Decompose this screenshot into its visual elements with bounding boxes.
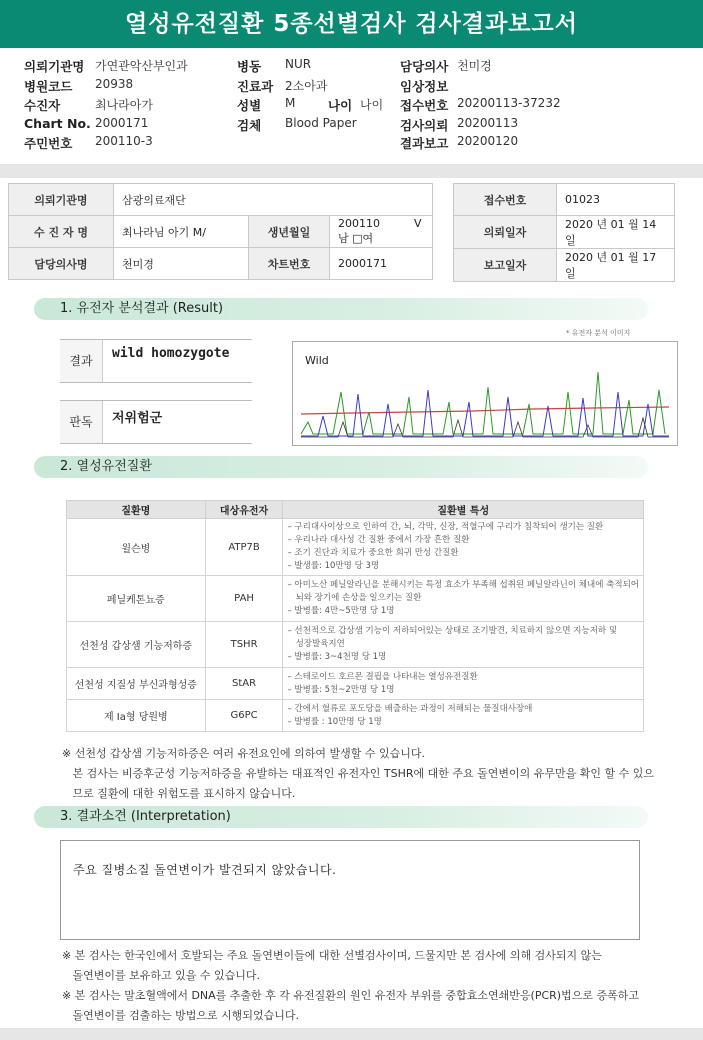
section-interpretation-heading: 3. 결과소견 (Interpretation) [34, 806, 648, 828]
disease-gene: ATP7B [205, 519, 283, 576]
cell-value: 2000171 [330, 248, 433, 280]
interpretation-box [60, 840, 640, 940]
column-header: 질환명 [67, 501, 206, 519]
header-label: 결과보고 [400, 136, 449, 151]
note-method [62, 946, 639, 1026]
disease-name: 제 Ia형 당원병 [67, 700, 206, 732]
cell-label: 담당의사명 [9, 248, 114, 280]
header-value: 가연관악산부인과 [95, 59, 188, 73]
disease-features [283, 576, 644, 622]
header-value: 최나라아가 [95, 98, 153, 112]
birth-value: 200110 [338, 217, 380, 230]
disease-name: 선천성 지질성 부신과형성증 [67, 668, 206, 700]
separator-band [0, 164, 703, 178]
header-label: 주민번호 [24, 136, 73, 151]
disease-features [283, 668, 644, 700]
header-label: 의뢰기관명 [24, 59, 85, 74]
feature-line: – 발병률 : 10만명 당 1명 [287, 716, 382, 727]
feature-line: – 간에서 혈류로 포도당을 배출하는 과정이 저해되는 물질대사장애 [287, 703, 533, 714]
header-label: 검체 [237, 118, 262, 133]
header-value: 천미경 [457, 59, 492, 73]
decision-label: 판독 [60, 401, 103, 443]
cell-label: 보고일자 [454, 249, 557, 282]
report-title: 열성유전질환 5종선별검사 검사결과보고서 [0, 0, 703, 48]
feature-line: – 발병률: 5천~2만명 당 1명 [287, 684, 395, 695]
disease-name: 페닐케톤뇨증 [67, 576, 206, 622]
patient-info-table [8, 183, 433, 280]
footer-band [0, 1028, 703, 1040]
header-label: 병동 [237, 59, 262, 74]
feature-line: – 스테로이드 호르몬 결핍을 나타내는 열성유전질환 [287, 671, 478, 682]
section-result-heading: 1. 유전자 분석결과 (Result) [34, 298, 648, 320]
interpretation-text: 주요 질병소질 돌연변이가 발견되지 않았습니다. [73, 863, 337, 877]
feature-line: – 발병률: 3~4천명 당 1명 [287, 652, 387, 662]
cell-label: 수 진 자 명 [9, 216, 114, 248]
disease-gene: G6PC [205, 700, 283, 732]
cell-value: 2020 년 01 월 17 일 [557, 249, 675, 282]
note-thyroid [62, 744, 654, 804]
disease-features [283, 519, 644, 576]
header-value: 200110-3 [95, 134, 153, 148]
header-value: 20200113 [457, 116, 519, 130]
header-label: 접수번호 [400, 98, 449, 113]
column-header: 대상유전자 [205, 501, 283, 519]
header-value: 20938 [95, 77, 134, 91]
cell-value: 천미경 [114, 248, 249, 280]
receipt-info-table [453, 183, 675, 282]
disease-row [67, 668, 644, 700]
disease-features [283, 622, 644, 668]
header-value: 2000171 [95, 116, 149, 130]
result-label: 결과 [60, 340, 103, 382]
cell-label: 차트번호 [249, 248, 330, 280]
cell-value: 최나라님 아기 M/ [114, 216, 249, 248]
chromatogram-image [293, 342, 677, 445]
header-label: 병원코드 [24, 79, 73, 94]
disease-row [67, 622, 644, 668]
cell-value: 01023 [557, 184, 675, 216]
note-line: 돌연변이를 검출하는 방법으로 시행되었습니다. [62, 1009, 299, 1022]
cell-value [330, 216, 433, 248]
header-label: 수진자 [24, 98, 61, 113]
header-value: 20200120 [457, 134, 519, 148]
section-disease-heading: 2. 열성유전질환 [34, 456, 648, 478]
note-line: 므로 질환에 대한 위험도를 표시하지 않습니다. [62, 787, 296, 800]
disease-features [283, 700, 644, 732]
decision-value: 저위험군 [112, 411, 163, 426]
disease-row [67, 519, 644, 576]
disease-gene: StAR [205, 668, 283, 700]
feature-line: – 발생률: 10만명 당 3명 [287, 561, 380, 571]
note-line: 본 검사는 비증후군성 기능저하증을 유발하는 대표적인 유전자인 TSHR에 대한 주요 돌연변이의 유무만을 확인 할 수 있으 [62, 767, 654, 780]
result-value: wild homozygote [112, 346, 230, 361]
header-label: 성별 [237, 98, 262, 113]
header-value: NUR [285, 57, 312, 71]
header-label: 임상정보 [400, 79, 449, 94]
header-value: 2소아과 [285, 79, 328, 93]
header-label: 담당의사 [400, 59, 449, 74]
feature-line: – 조기 진단과 치료가 중요한 희귀 만성 간질환 [287, 548, 459, 558]
cell-label: 생년월일 [249, 216, 330, 248]
age-value: 나이 [360, 98, 384, 112]
age-label: 나이 [328, 98, 353, 113]
disease-gene: PAH [205, 576, 283, 622]
feature-line: 뇌와 장기에 손상을 일으키는 질환 [287, 593, 422, 603]
note-line: 돌연변이를 보유하고 있을 수 있습니다. [62, 969, 260, 982]
feature-line: 성장발육지연 [287, 639, 345, 649]
result-box [60, 339, 252, 383]
disease-name: 선천성 갑상샘 기능저하증 [67, 622, 206, 668]
header-label: Chart No. [24, 116, 91, 131]
graph-label: Wild [305, 354, 329, 367]
report-header [0, 50, 703, 162]
cell-label: 의뢰기관명 [9, 184, 114, 216]
header-label: 검사의뢰 [400, 118, 449, 133]
column-header: 질환별 특성 [283, 501, 644, 519]
note-line: ※ 본 검사는 말초혈액에서 DNA를 추출한 후 각 유전질환의 원인 유전자 부위를 중합효소연쇄반응(PCR)법으로 증폭하고 [62, 989, 639, 1002]
note-line: ※ 본 검사는 한국인에서 호발되는 주요 돌연변이들에 대한 선별검사이며, 드물지만 본 검사에 의해 검사되지 않는 [62, 949, 602, 962]
cell-value: 2020 년 01 월 14 일 [557, 216, 675, 249]
cell-label: 의뢰일자 [454, 216, 557, 249]
cell-value: 삼광의료재단 [114, 184, 433, 216]
sequencing-graph [292, 341, 678, 446]
graph-note: * 유전자 분석 이미지 [566, 329, 631, 337]
feature-line: – 발병률: 4만~5만명 당 1명 [287, 606, 395, 616]
feature-line: – 구리대사이상으로 인하여 간, 뇌, 각막, 신장, 적혈구에 구리가 침착되어 생기는 질환 [287, 522, 604, 532]
feature-line: – 선천적으로 갑상샘 기능이 저하되어있는 상태로 조기발견, 치료하지 않으면 지능저하 및 [287, 626, 618, 636]
disease-row [67, 700, 644, 732]
feature-line: – 우리나라 대사성 간 질환 중에서 가장 흔한 질환 [287, 535, 470, 545]
header-value: 20200113-37232 [457, 96, 561, 110]
disease-row [67, 576, 644, 622]
header-value: M [285, 96, 296, 110]
header-value: Blood Paper [285, 116, 357, 130]
header-label: 진료과 [237, 79, 274, 94]
disease-table [66, 500, 644, 732]
disease-name: 윌슨병 [67, 519, 206, 576]
cell-label: 접수번호 [454, 184, 557, 216]
disease-gene: TSHR [205, 622, 283, 668]
note-line: ※ 선천성 갑상샘 기능저하증은 여러 유전요인에 의하여 발생할 수 있습니다. [62, 747, 425, 760]
decision-box [60, 400, 252, 444]
sex-options: V남 □여 [338, 217, 422, 245]
feature-line: – 아미노산 페닐알라닌을 분해시키는 특정 효소가 부족해 섭취된 페닐알라닌이 체내에 축적되어 [287, 580, 639, 590]
